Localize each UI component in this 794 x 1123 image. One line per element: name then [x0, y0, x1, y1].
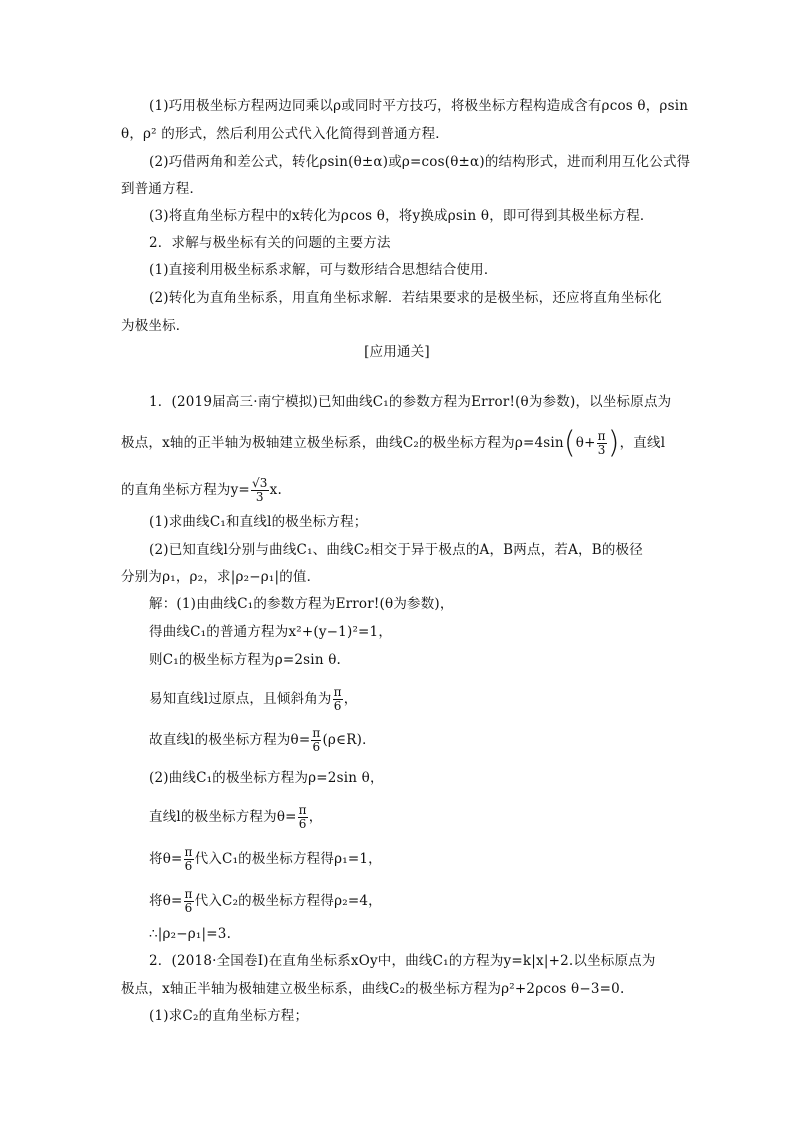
solution-line	[149, 888, 382, 915]
numerator: π	[184, 887, 193, 901]
denominator: 6	[184, 901, 193, 915]
text-line: (1)巧用极坐标方程两边同乘以ρ或同时平方技巧，将极坐标方程构造成含有ρcos θ，ρsin	[149, 98, 689, 114]
fraction-pi-over-6	[184, 888, 194, 915]
question-2-line-1: (2)已知直线l分别与曲线C₁、曲线C₂相交于异于极点的A，B两点，若A，B的极径	[149, 542, 643, 558]
text: x.	[269, 482, 282, 498]
solution-line: 解：(1)由曲线C₁的参数方程为Error!(θ为参数)，	[149, 596, 454, 612]
text: ，	[343, 691, 358, 707]
fraction-pi-over-6	[184, 846, 194, 873]
text-line: (2)巧借两角和差公式，转化ρsin(θ±α)或ρ=cos(θ±α)的结构形式，进而利用互化公式得	[149, 154, 691, 170]
solution-line	[149, 804, 322, 831]
text-line: (1)直接利用极坐标系求解，可与数形结合思想结合使用．	[149, 262, 498, 278]
left-paren: (	[563, 425, 576, 461]
fraction-pi-over-6	[311, 727, 321, 754]
problem-1-line-3	[121, 477, 282, 504]
text: 故直线l的极坐标方程为θ=	[149, 732, 311, 748]
problem-2-line-1: 2．(2018·全国卷Ⅰ)在直角坐标系xOy中，曲线C₁的方程为y=k|x|+2.以坐标原点为	[149, 953, 656, 969]
fraction-pi-over-6	[333, 686, 343, 713]
text: 的直角坐标方程为y=	[121, 482, 250, 498]
solution-line	[149, 727, 376, 754]
solution-line	[149, 686, 357, 713]
solution-line: ∴|ρ₂−ρ₁|=3.	[149, 926, 232, 942]
text: 将θ=	[149, 893, 183, 909]
right-paren: )	[607, 425, 620, 461]
text: 易知直线l过原点，且倾斜角为	[149, 691, 332, 707]
solution-line: (2)曲线C₁的极坐标方程为ρ=2sin θ，	[149, 770, 384, 786]
text-line: 为极坐标．	[121, 318, 190, 334]
text-line: 到普通方程．	[121, 181, 204, 197]
denominator: 3	[597, 443, 606, 457]
solution-line	[149, 846, 382, 873]
fraction-pi-over-3	[597, 430, 607, 457]
fraction-sqrt3-over-3	[251, 477, 269, 504]
text: 极点，x轴的正半轴为极轴建立极坐标系，曲线C₂的极坐标方程为ρ=4sin	[121, 435, 564, 451]
section-title: [应用通关]	[364, 344, 430, 360]
text: ，直线l	[619, 435, 666, 451]
text: 将θ=	[149, 851, 183, 867]
text: ，	[308, 809, 323, 825]
solution-line: 得曲线C₁的普通方程为x²+(y−1)²=1，	[149, 624, 393, 640]
numerator: √3	[251, 476, 268, 490]
numerator: π	[298, 803, 307, 817]
text: θ+	[575, 435, 596, 451]
denominator: 6	[184, 859, 193, 873]
text-line: (2)转化为直角坐标系，用直角坐标求解．若结果要求的是极坐标，还应将直角坐标化	[149, 290, 662, 306]
problem-2-line-2: 极点，x轴正半轴为极轴建立极坐标系，曲线C₂的极坐标方程为ρ²+2ρcos θ−3=0.	[121, 981, 625, 997]
denominator: 6	[333, 699, 342, 713]
text-line: θ，ρ² 的形式，然后利用公式代入化简得到普通方程．	[121, 126, 449, 142]
problem-1-line-2	[121, 425, 666, 461]
denominator: 6	[298, 817, 307, 831]
denominator: 6	[312, 740, 321, 754]
text: (ρ∈R)．	[322, 732, 376, 748]
numerator: π	[333, 685, 342, 699]
text: 代入C₁的极坐标方程得ρ₁=1，	[194, 851, 382, 867]
section-heading: 2．求解与极坐标有关的问题的主要方法	[149, 235, 391, 251]
fraction-pi-over-6	[298, 804, 308, 831]
problem-1-line-1: 1．(2019届高三·南宁模拟)已知曲线C₁的参数方程为Error!(θ为参数)，以坐标原点为	[149, 394, 672, 410]
solution-line: 则C₁的极坐标方程为ρ=2sin θ.	[149, 652, 342, 668]
text: 代入C₂的极坐标方程得ρ₂=4，	[194, 893, 382, 909]
question-1: (1)求曲线C₁和直线l的极坐标方程；	[149, 514, 368, 530]
numerator: π	[597, 429, 606, 443]
numerator: π	[312, 726, 321, 740]
numerator: π	[184, 845, 193, 859]
denominator: 3	[255, 490, 264, 504]
text-line: (3)将直角坐标方程中的x转化为ρcos θ，将y换成ρsin θ，即可得到其极坐标方程．	[149, 208, 654, 224]
text: 直线l的极坐标方程为θ=	[149, 809, 297, 825]
problem-2-question-1: (1)求C₂的直角坐标方程；	[149, 1008, 309, 1024]
question-2-line-2: 分别为ρ₁，ρ₂，求|ρ₂−ρ₁|的值．	[121, 569, 321, 585]
